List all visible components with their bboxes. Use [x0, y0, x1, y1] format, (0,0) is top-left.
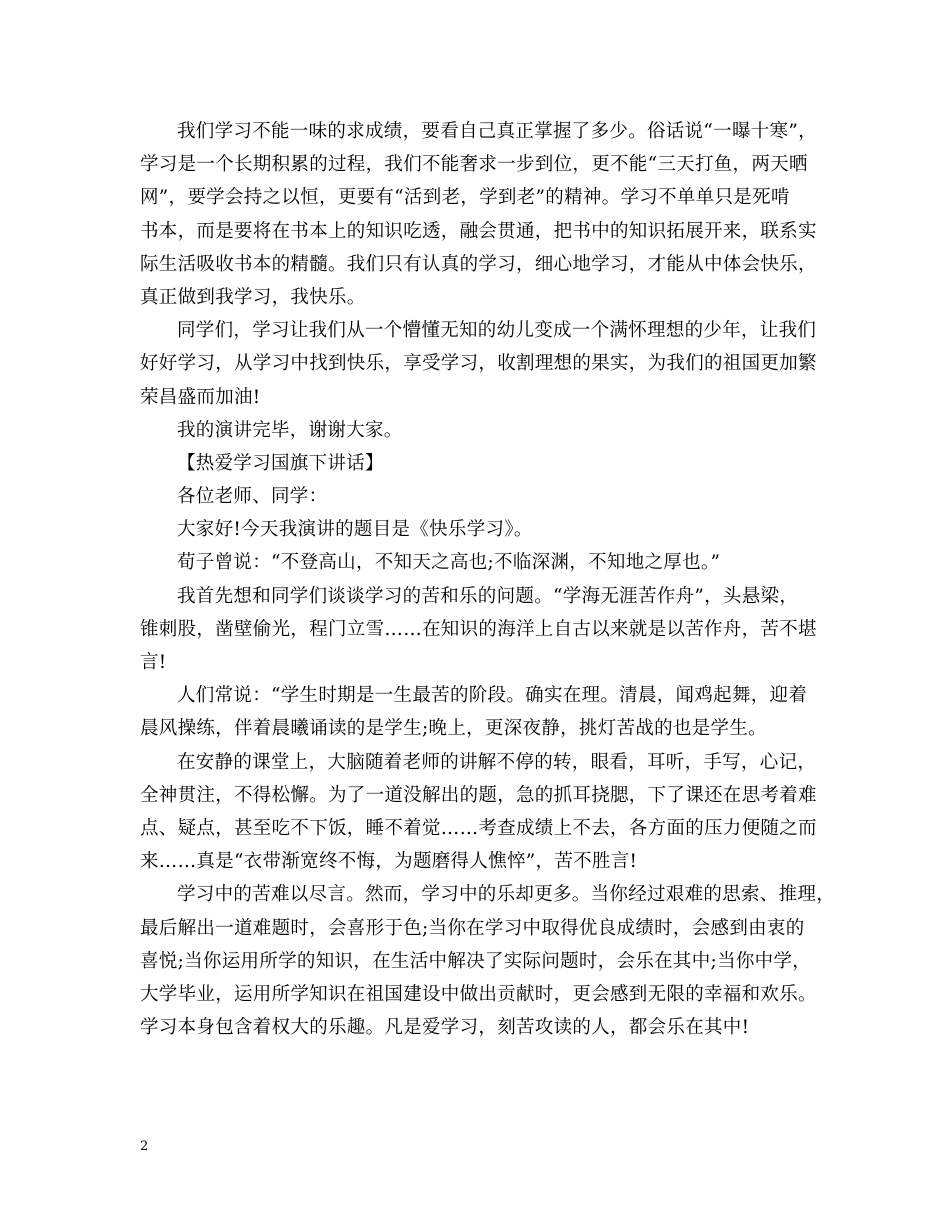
text-line: 同学们，学习让我们从一个懵懂无知的幼儿变成一个满怀理想的少年，让我们	[177, 320, 817, 342]
text-line: 点、疑点，甚至吃不下饭，睡不着觉……考查成绩上不去，各方面的压力便随之而	[140, 817, 817, 839]
salutation: 各位老师、同学：	[177, 486, 328, 508]
text-line: 在安静的课堂上，大脑随着老师的讲解不停的转，眼看，耳听，手写，心记，	[177, 751, 817, 773]
text-line: 学习是一个长期积累的过程，我们不能奢求一步到位，更不能“三天打鱼，两天晒	[140, 154, 808, 176]
text-line: 荀子曾说：“不登高山，不知天之高也;不临深渊，不知地之厚也。”	[177, 552, 721, 574]
text-line: 言!	[140, 652, 167, 673]
text-line: 全神贯注，不得松懈。为了一道没解出的题，急的抓耳挠腮，下了课还在思考着难	[140, 784, 817, 806]
document-body	[140, 115, 836, 1044]
text-line: 人们常说：“学生时期是一生最苦的阶段。确实在理。清晨，闻鸡起舞，迎着	[177, 685, 808, 707]
text-line: 学习中的苦难以尽言。然而，学习中的乐却更多。当你经过艰难的思索、推理，	[177, 884, 836, 906]
text-line: 学习本身包含着权大的乐趣。凡是爱学习，刻苦攻读的人，都会乐在其中!	[140, 1017, 750, 1039]
text-line: 荣昌盛而加油!	[140, 386, 261, 408]
text-line: 真正做到我学习，我快乐。	[140, 286, 366, 308]
text-line: 我的演讲完毕，谢谢大家。	[177, 419, 403, 441]
text-line: 锥刺股，凿壁偷光，程门立雪……在知识的海洋上自古以来就是以苦作舟，苦不堪	[140, 618, 817, 640]
text-line: 大学毕业，运用所学知识在祖国建设中做出贡献时，更会感到无限的幸福和欢乐。	[140, 983, 817, 1005]
text-line: 际生活吸收书本的精髓。我们只有认真的学习，细心地学习，才能从中体会快乐，	[140, 253, 817, 275]
text-line: 书本，而是要将在书本上的知识吃透，融会贯通，把书中的知识拓展开来，联系实	[140, 220, 817, 242]
text-line: 大家好!今天我演讲的题目是《快乐学习》。	[177, 519, 533, 541]
page-number: 2	[140, 1139, 149, 1154]
text-line: 我首先想和同学们谈谈学习的苦和乐的问题。“学海无涯苦作舟”，头悬梁，	[177, 585, 799, 607]
text-line: 晨风操练，伴着晨曦诵读的是学生;晚上，更深夜静，挑灯苦战的也是学生。	[140, 718, 767, 740]
text-line: 我们学习不能一味的求成绩，要看自己真正掌握了多少。俗话说“一曝十寒”，	[177, 121, 817, 142]
text-line: 网”，要学会持之以恒，更要有“活到老，学到老”的精神。学习不单单只是死啃	[140, 187, 790, 209]
section-heading: 【热爱学习国旗下讲话】	[177, 452, 384, 474]
text-line: 来……真是“衣带渐宽终不悔，为题磨得人憔悴”，苦不胜言!	[140, 851, 638, 873]
text-line: 最后解出一道难题时，会喜形于色;当你在学习中取得优良成绩时，会感到由衷的	[140, 917, 805, 939]
text-line: 喜悦;当你运用所学的知识，在生活中解决了实际问题时，会乐在其中;当你中学，	[140, 950, 812, 972]
text-line: 好好学习，从学习中找到快乐，享受学习，收割理想的果实，为我们的祖国更加繁	[140, 353, 817, 375]
